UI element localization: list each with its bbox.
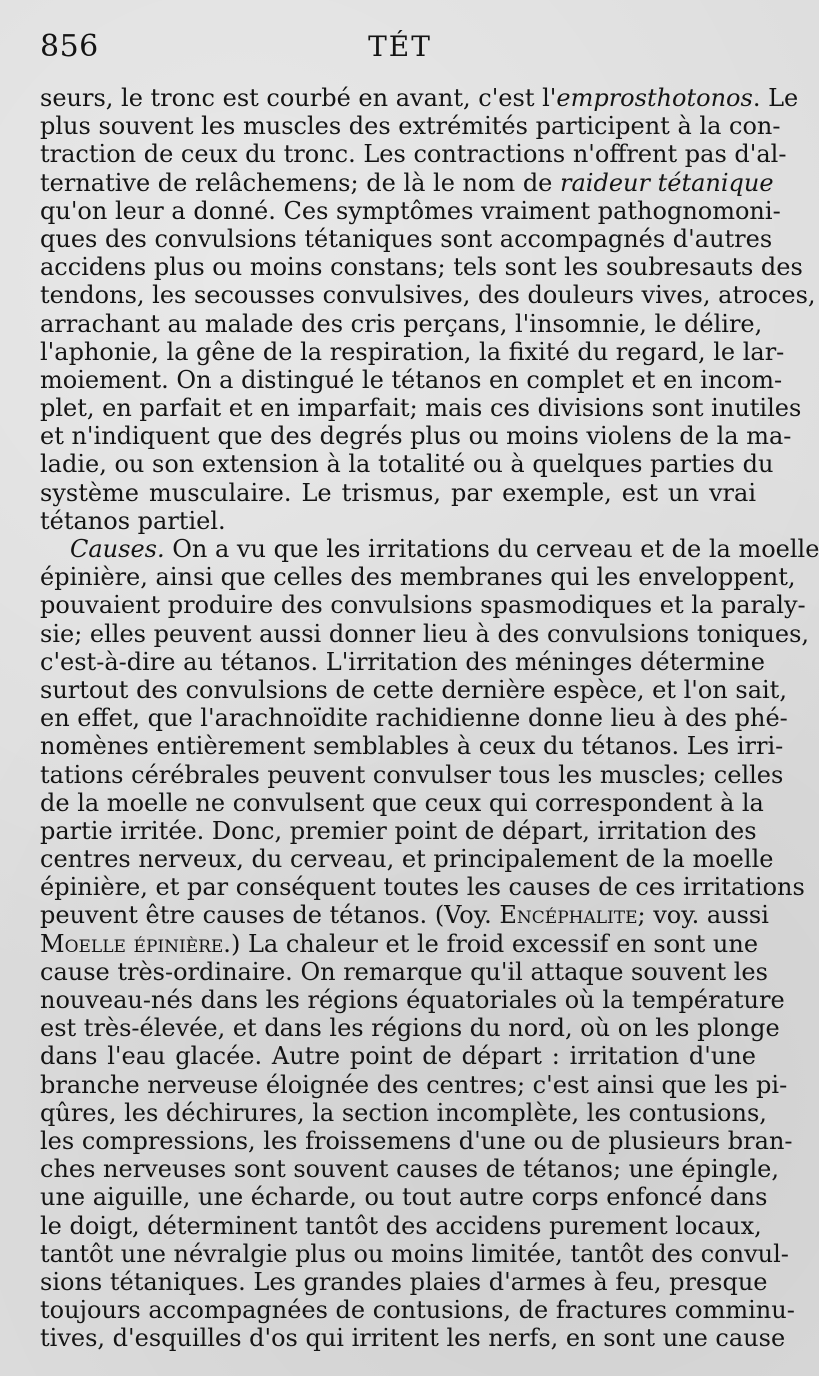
text-line: peuvent être causes de tétanos. (Voy. Encéphalite; voy. aussi xyxy=(40,901,769,930)
text-line: l'aphonie, la gêne de la respiration, la fixité du regard, le lar- xyxy=(40,337,785,366)
text-line: les compressions, les froissemens d'une ou de plusieurs bran- xyxy=(40,1126,793,1155)
text-line: nomènes entièrement semblables à ceux du tétanos. Les irri- xyxy=(40,732,784,761)
text-line: pouvaient produire des convulsions spasmodiques et la paraly- xyxy=(40,591,806,620)
text-line: branche nerveuse éloignée des centres; c'est ainsi que les pi- xyxy=(40,1070,788,1099)
text-line: qûres, les déchirures, la section incomplète, les contusions, xyxy=(40,1098,767,1127)
text-line: une aiguille, une écharde, ou tout autre corps enfoncé dans xyxy=(40,1183,768,1212)
text-line: Causes. On a vu que les irritations du cerveau et de la moelle xyxy=(70,535,819,563)
text-line: partie irritée. Donc, premier point de départ, irritation des xyxy=(40,816,757,845)
text-line: épinière, ainsi que celles des membranes qui les enveloppent, xyxy=(40,563,796,592)
text-line: toujours accompagnées de contusions, de fractures comminu- xyxy=(40,1296,795,1325)
text-line: système musculaire. Le trismus, par exemple, est un vrai xyxy=(40,478,756,507)
text-line: tantôt une névralgie plus ou moins limitée, tantôt des convul- xyxy=(40,1239,789,1268)
text-line: cause très-ordinaire. On remarque qu'il attaque souvent les xyxy=(40,957,768,986)
text-line: tives, d'esquilles d'os qui irritent les nerfs, en sont une cause xyxy=(40,1324,786,1353)
body-text xyxy=(40,84,819,1353)
text-line: ches nerveuses sont souvent causes de tétanos; une épingle, xyxy=(40,1155,779,1184)
text-line: moiement. On a distingué le tétanos en complet et en incom- xyxy=(40,365,783,394)
text-line: surtout des convulsions de cette dernière espèce, et l'on sait, xyxy=(40,675,787,704)
text-line: tétanos partiel. xyxy=(40,506,226,535)
text-line: Moelle épinière.) La chaleur et le froid excessif en sont une xyxy=(40,929,759,958)
running-head: TÉT xyxy=(368,30,432,63)
text-line: arrachant au malade des cris perçans, l'insomnie, le délire, xyxy=(40,309,763,338)
italic-term: raideur tétanique xyxy=(560,168,774,197)
cross-reference: Moelle épinière. xyxy=(40,929,231,958)
text-line: plus souvent les muscles des extrémités participent à la con- xyxy=(40,112,781,141)
text-line: tendons, les secousses convulsives, des douleurs vives, atroces, xyxy=(40,281,816,310)
italic-term: emprosthotonos xyxy=(556,84,753,112)
section-label: Causes. xyxy=(70,535,165,563)
text-line: ternative de relâchemens; de là le nom de raideur tétanique xyxy=(40,168,774,197)
text-line: accidens plus ou moins constans; tels sont les soubresauts des xyxy=(40,253,803,282)
text-line: ladie, ou son extension à la totalité ou à quelques parties du xyxy=(40,450,774,479)
text-line: traction de ceux du tronc. Les contractions n'offrent pas d'al- xyxy=(40,140,787,169)
cross-reference: Encéphalite xyxy=(499,901,638,930)
text-line: et n'indiquent que des degrés plus ou moins violens de la ma- xyxy=(40,422,792,451)
page-number: 856 xyxy=(40,29,99,64)
text-line: de la moelle ne convulsent que ceux qui correspondent à la xyxy=(40,788,764,817)
text-line: dans l'eau glacée. Autre point de départ : irritation d'une xyxy=(40,1042,756,1071)
text-line: plet, en parfait et en imparfait; mais ces divisions sont inutiles xyxy=(40,394,802,423)
text-line: le doigt, déterminent tantôt des accidens purement locaux, xyxy=(40,1211,762,1240)
text-line: ques des convulsions tétaniques sont accompagnés d'autres xyxy=(40,224,773,253)
text-line: seurs, le tronc est courbé en avant, c'est l'emprosthotonos. Le xyxy=(40,84,799,112)
text-line: sie; elles peuvent aussi donner lieu à des convulsions toniques, xyxy=(40,619,810,648)
text-line: sions tétaniques. Les grandes plaies d'armes à feu, presque xyxy=(40,1267,768,1296)
text-line: c'est-à-dire au tétanos. L'irritation des méninges détermine xyxy=(40,647,765,676)
text-line: tations cérébrales peuvent convulser tous les muscles; celles xyxy=(40,760,784,789)
text-line: en effet, que l'arachnoïdite rachidienne donne lieu à des phé- xyxy=(40,704,788,733)
text-line: est très-élevée, et dans les régions du nord, où on les plonge xyxy=(40,1014,780,1043)
text-line: qu'on leur a donné. Ces symptômes vraiment pathognomoni- xyxy=(40,196,781,225)
text-line: nouveau-nés dans les régions équatoriales où la température xyxy=(40,986,785,1014)
text-line: centres nerveux, du cerveau, et principalement de la moelle xyxy=(40,845,774,874)
text-line: épinière, et par conséquent toutes les causes de ces irritations xyxy=(40,873,805,902)
